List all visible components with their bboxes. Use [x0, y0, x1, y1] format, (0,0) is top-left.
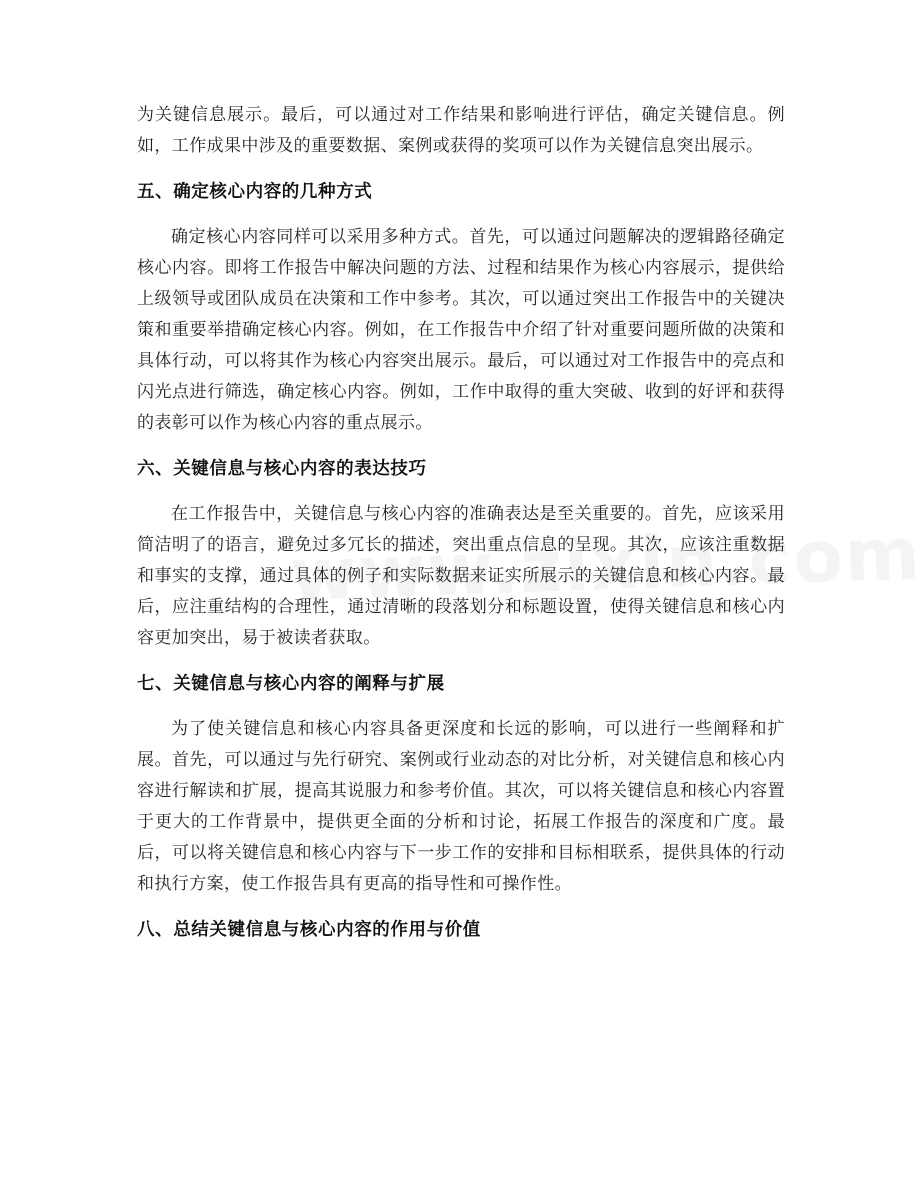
document-body	[137, 100, 785, 944]
section-heading-8: 八、总结关键信息与核心内容的作用与价值	[137, 920, 481, 940]
paragraph-section-6: 在工作报告中，关键信息与核心内容的准确表达是至关重要的。首先，应该采用简洁明了的语言，避免过多冗长的描述，突出重点信息的呈现。其次，应该注重数据和事实的支撑，通过具体的例子和实际数据来证实所展示的关键信息和核心内容。最后，应注重结构的合理性，通过清晰的段落划分和标题设置，使得关键信息和核心内容更加突出，易于被读者获取。	[137, 504, 785, 648]
paragraph-section-5: 确定核心内容同样可以采用多种方式。首先，可以通过问题解决的逻辑路径确定核心内容。即将工作报告中解决问题的方法、过程和结果作为核心内容展示，提供给上级领导或团队成员在决策和工作中参考。其次，可以通过突出工作报告中的关键决策和重要举措确定核心内容。例如，在工作报告中介绍了针对重要问题所做的决策和具体行动，可以将其作为核心内容突出展示。最后，可以通过对工作报告中的亮点和闪光点进行筛选，确定核心内容。例如，工作中取得的重大突破、收到的好评和获得的表彰可以作为核心内容的重点展示。	[137, 227, 785, 433]
section-heading-7: 七、关键信息与核心内容的阐释与扩展	[137, 674, 445, 694]
section-heading-5: 五、确定核心内容的几种方式	[137, 182, 373, 202]
paragraph-intro-continued: 为关键信息展示。最后，可以通过对工作结果和影响进行评估，确定关键信息。例如，工作成果中涉及的重要数据、案例或获得的奖项可以作为关键信息突出展示。	[137, 105, 785, 156]
paragraph-section-7: 为了使关键信息和核心内容具备更深度和长远的影响，可以进行一些阐释和扩展。首先，可以通过与先行研究、案例或行业动态的对比分析，对关键信息和核心内容进行解读和扩展，提高其说服力和参考价值。其次，可以将关键信息和核心内容置于更大的工作背景中，提供更全面的分析和讨论，拓展工作报告的深度和广度。最后，可以将关键信息和核心内容与下一步工作的安排和目标相联系，提供具体的行动和执行方案，使工作报告具有更高的指导性和可操作性。	[137, 719, 785, 894]
section-heading-6: 六、关键信息与核心内容的表达技巧	[137, 459, 427, 479]
